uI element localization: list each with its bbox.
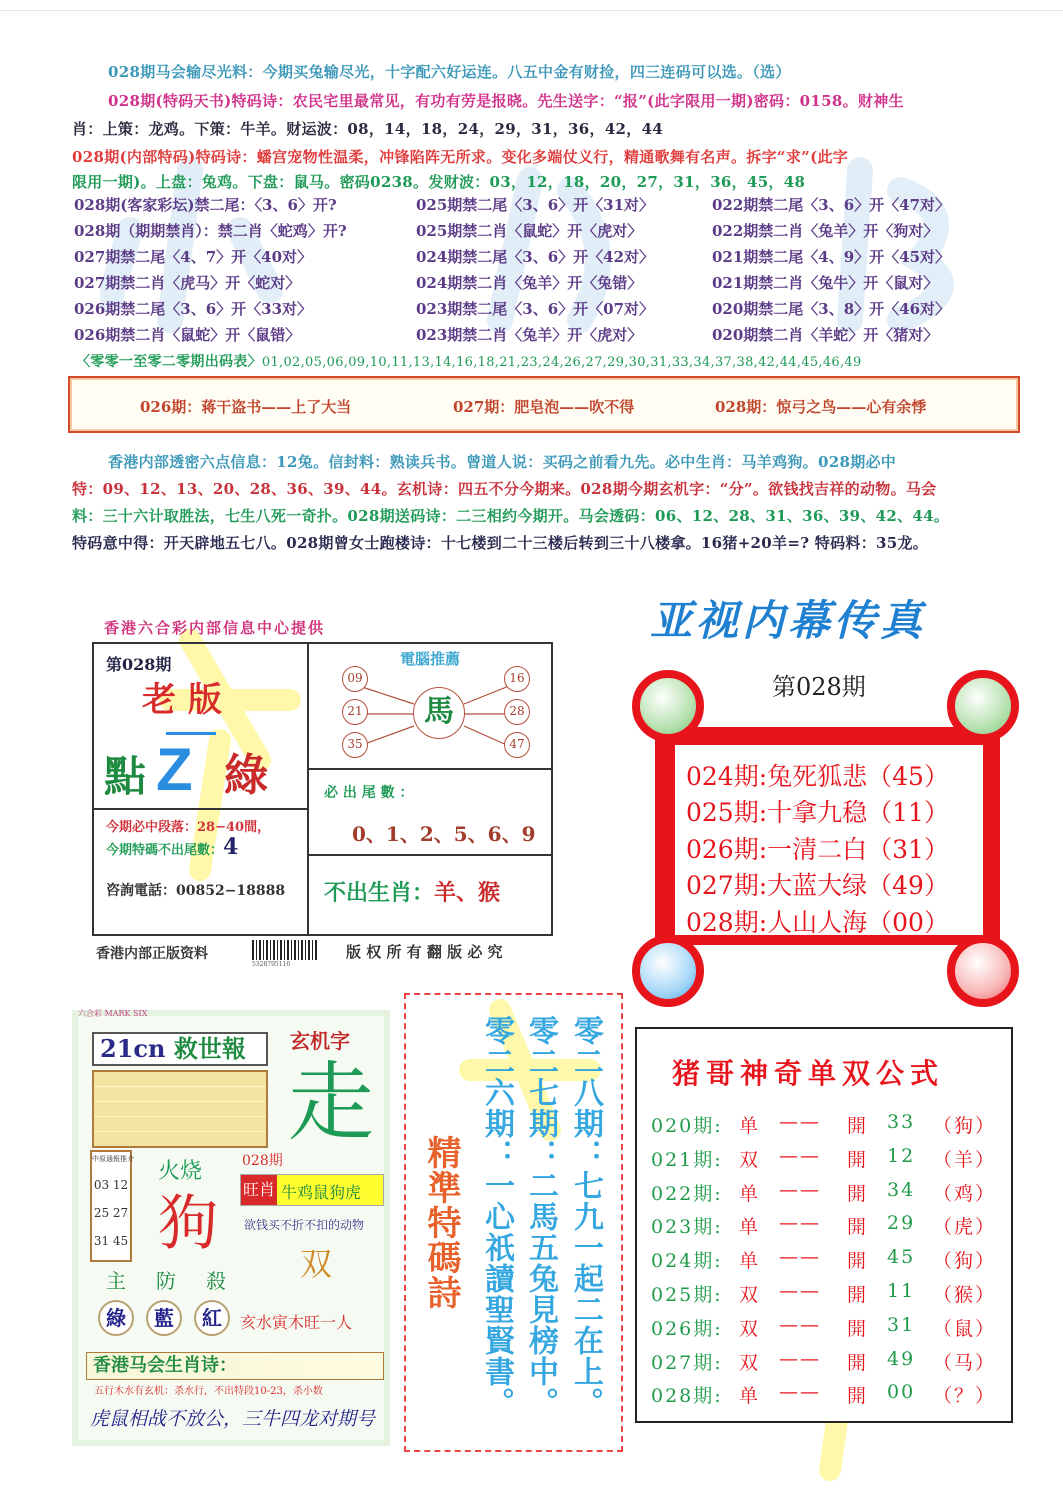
codes: 01,02,05,06,09,10,11,13,14,16,18,21,23,24,26,27,29,30,31,33,34,37,38,42,44,45,46,49 xyxy=(261,355,862,370)
no-tail-value: 4 xyxy=(223,834,239,860)
shuang-char: 双 xyxy=(300,1245,333,1283)
asia-row: 027期:大蓝大绿（49） xyxy=(686,871,949,900)
text-line: 料：三十六计取胜法，七生八死一奇扑。028期送码诗：二三相约今期开。马会透码：06、12、28、31、36、39、42、44。 xyxy=(72,507,950,525)
forbidden-grid xyxy=(74,194,1034,345)
idiom-box xyxy=(68,376,1020,433)
idiom: 026期：蒋干盗书——上了大当 xyxy=(140,398,352,416)
forbidden-item: 027期禁二肖〈虎马〉开〈蛇对〉 xyxy=(74,274,301,292)
pig-parity: 双 xyxy=(739,1148,761,1171)
pig-parity: 单 xyxy=(739,1216,761,1239)
poem-title: 香港马会生肖诗： xyxy=(86,1352,384,1380)
text-line: 特：09、12、13、20、28、36、39、44。玄机诗：四五不分今期来。028期今期玄机字：“分”。欲钱找吉祥的动物。马会 xyxy=(72,480,937,498)
forbidden-item: 024期禁二尾〈3、6〉开〈42对〉 xyxy=(416,248,655,266)
no-zodiac-value: 羊、猴 xyxy=(434,880,501,906)
sha-text: 殺 xyxy=(206,1269,226,1293)
asia-issue: 第028期 xyxy=(772,673,866,701)
forbidden-item: 021期禁二尾〈4、9〉开〈45对〉 xyxy=(712,248,951,266)
pig-number: 31 xyxy=(887,1313,916,1336)
pig-zodiac: （马） xyxy=(933,1351,997,1374)
pig-number: 49 xyxy=(887,1347,916,1370)
pig-dash: —— xyxy=(779,1313,821,1336)
left-num: 25 27 xyxy=(93,1206,129,1220)
asia-row: 026期:一清二白（31） xyxy=(686,835,949,864)
top-border xyxy=(0,10,1063,11)
number-circle: 35 xyxy=(342,732,368,758)
info-card xyxy=(92,642,553,936)
left-label: 中原通報推介 xyxy=(92,1155,134,1163)
color-green: 綠 xyxy=(98,1300,134,1336)
element-line: 亥水寅木旺一人 xyxy=(240,1313,353,1332)
pig-number: 45 xyxy=(887,1246,916,1269)
fang-text: 防 xyxy=(156,1269,176,1293)
pig-number: 11 xyxy=(887,1280,916,1302)
pig-period: 026期: xyxy=(651,1317,723,1340)
pig-dash: —— xyxy=(779,1212,821,1235)
pig-dash: —— xyxy=(779,1178,821,1201)
pig-open: 開 xyxy=(847,1216,869,1239)
number-circle: 09 xyxy=(342,666,368,692)
phone-text: 咨詢電話：00852−18888 xyxy=(106,883,286,899)
tail-values: 0、1、2、5、6、9 xyxy=(352,822,536,846)
divider xyxy=(307,854,551,856)
forbidden-item: 024期禁二肖〈兔羊〉开〈兔错〉 xyxy=(416,274,643,292)
paper-issue: 028期 xyxy=(242,1153,283,1169)
forbidden-item: 028期（期期禁肖）：禁二肖〈蛇鸡〉开? xyxy=(74,222,347,240)
codes-title: 〈零零一至零二零期出码表〉 xyxy=(76,354,262,370)
zhu-text: 主 xyxy=(106,1269,126,1293)
color-red: 紅 xyxy=(194,1300,230,1336)
text-line: 028期(内部特码)特码诗：蟠宫宠物性温柔，冲锋陷阵无所求。变化多端仗义行，精通歌舞有名声。拆字“求”(此字 xyxy=(72,148,849,166)
pig-parity: 单 xyxy=(739,1250,761,1273)
pig-dash: —— xyxy=(779,1111,821,1133)
pig-number: 00 xyxy=(887,1381,916,1404)
lv-text: 綠 xyxy=(224,750,268,801)
pig-number: 34 xyxy=(887,1178,916,1201)
pig-zodiac: （？） xyxy=(933,1385,997,1408)
text-line: 香港内部透密六点信息：12兔。信封料：熟读兵书。曾道人说：买码之前看九先。必中生肖：马羊鸡狗。028期必中 xyxy=(108,453,897,471)
blue-ball-icon xyxy=(632,935,704,1007)
forbidden-item: 023期禁二肖〈兔羊〉开〈虎对〉 xyxy=(416,326,643,344)
pig-number: 33 xyxy=(887,1111,916,1133)
green-ball-icon xyxy=(632,670,704,742)
pig-parity: 单 xyxy=(739,1115,761,1137)
pig-period: 020期: xyxy=(651,1115,723,1137)
dog-char: 狗 xyxy=(158,1189,218,1259)
forbidden-item: 023期禁二尾〈3、6〉开〈07对〉 xyxy=(416,300,655,318)
text-line: 028期(特码天书)特码诗：农民宅里最常见，有功有劳是报晓。先生送字：“报”(此字限用一期)密码：0158。财神生 xyxy=(108,92,904,110)
number-circle: 16 xyxy=(504,666,530,692)
wang-value: 牛鸡鼠狗虎 xyxy=(281,1183,362,1202)
card-footer-right: 版 权 所 有 翻 版 必 究 xyxy=(346,943,503,961)
idiom: 027期：肥皂泡——吹不得 xyxy=(453,398,635,416)
no-zodiac-line xyxy=(324,876,500,907)
paper-masthead xyxy=(92,1032,268,1066)
forbidden-item: 025期禁二尾〈3、6〉开〈31对〉 xyxy=(416,196,655,214)
vpoem-line: 零二八期：七九一起二在上。 xyxy=(568,1015,603,1418)
no-tail-label: 今期特碼不出尾數： xyxy=(106,843,224,858)
text-line: 肖：上策：龙鸡。下策：牛羊。财运波：08，14，18，24，29，31，36，42，44 xyxy=(72,120,664,138)
asia-row: 025期:十拿九稳（11） xyxy=(686,798,949,827)
pc-title: 電腦推薦 xyxy=(400,650,461,668)
text-line: 028期马会输尽光料：今期买兔输尽光，十字配六好运连。八五中金有财捡，四三连码可以选。（选） xyxy=(108,63,791,81)
pig-parity: 双 xyxy=(739,1284,761,1306)
pig-dash: —— xyxy=(779,1246,821,1269)
number-circle: 28 xyxy=(504,699,530,725)
divider xyxy=(94,808,307,810)
pig-parity: 单 xyxy=(739,1385,761,1408)
pig-open: 開 xyxy=(847,1182,869,1205)
tail-label: 必 出 尾 數 ： xyxy=(324,785,414,801)
left-numbers xyxy=(90,1150,132,1262)
asia-title: 亚视内幕传真 xyxy=(650,596,927,645)
divider xyxy=(307,768,551,770)
issue-label: 第028期 xyxy=(106,655,172,674)
forbidden-item: 021期禁二肖〈兔牛〉开〈鼠对〉 xyxy=(712,274,939,292)
border-text: 六合彩 MARK SIX xyxy=(78,1009,148,1018)
pig-period: 023期: xyxy=(651,1216,723,1239)
vpoem-line: 零二七期：二馬五兔見榜中。 xyxy=(523,1015,558,1418)
mini-table xyxy=(92,1070,268,1148)
number-circle: 47 xyxy=(504,732,530,758)
pig-parity: 双 xyxy=(739,1351,761,1374)
pig-dash: —— xyxy=(779,1144,821,1167)
wang-box xyxy=(240,1174,384,1206)
asia-row: 024期:兔死狐悲（45） xyxy=(686,762,949,791)
pig-dash: —— xyxy=(779,1347,821,1370)
forbidden-item: 025期禁二肖〈鼠蛇〉开〈虎对〉 xyxy=(416,222,643,240)
forbidden-item: 020期禁二尾〈3、8〉开〈46对〉 xyxy=(712,300,951,318)
pig-parity: 单 xyxy=(739,1182,761,1205)
fire-text: 火烧 xyxy=(158,1159,203,1184)
barcode xyxy=(252,940,318,960)
asia-row: 028期:人山人海（00） xyxy=(686,908,949,937)
pig-zodiac: （鼠） xyxy=(933,1317,997,1340)
number-circle: 21 xyxy=(342,699,368,725)
forbidden-item: 026期禁二尾〈3、6〉开〈33对〉 xyxy=(74,300,313,318)
forbidden-item: 026期禁二肖〈鼠蛇〉开〈鼠错〉 xyxy=(74,326,301,344)
left-num: 31 45 xyxy=(93,1234,129,1248)
pig-title: 猪哥神奇单双公式 xyxy=(672,1057,945,1090)
pig-period: 025期: xyxy=(651,1284,723,1306)
forbidden-item: 027期禁二尾〈4、7〉开〈40对〉 xyxy=(74,248,313,266)
pig-zodiac: （羊） xyxy=(933,1148,997,1171)
forbidden-item: 022期禁二肖〈兔羊〉开〈狗对〉 xyxy=(712,222,939,240)
pig-period: 028期: xyxy=(651,1385,723,1408)
wang-label: 旺肖 xyxy=(241,1175,277,1205)
pig-number: 12 xyxy=(887,1144,916,1167)
pig-zodiac: （鸡） xyxy=(933,1182,997,1205)
pig-open: 開 xyxy=(847,1385,869,1408)
forbidden-item: 022期禁二尾〈3、6〉开〈47对〉 xyxy=(712,196,951,214)
pig-open: 開 xyxy=(847,1250,869,1273)
hint-text: 欲钱买不折不扣的动物 xyxy=(244,1218,365,1232)
masthead-name: 救世報 xyxy=(173,1034,246,1063)
dian-text: 點 xyxy=(104,752,147,801)
pig-open: 開 xyxy=(847,1284,869,1306)
pig-zodiac: （猴） xyxy=(933,1284,997,1306)
laoban-text: 老 版 xyxy=(142,680,222,720)
pig-period: 027期: xyxy=(651,1351,723,1374)
pig-parity: 双 xyxy=(739,1317,761,1340)
xuanji-label: 玄机字 xyxy=(290,1029,350,1053)
pig-dash: —— xyxy=(779,1381,821,1404)
left-num: 03 12 xyxy=(93,1178,129,1192)
pig-zodiac: （虎） xyxy=(933,1216,997,1239)
card-footer-left: 香港内部正版资料 xyxy=(96,946,208,962)
pig-zodiac: （狗） xyxy=(933,1115,997,1137)
pig-dash: —— xyxy=(779,1280,821,1302)
idiom: 028期：惊弓之鸟——心有余悸 xyxy=(715,398,927,416)
text-line: 限用一期)。上盘：兔鸡。下盘：鼠马。密码0238。发财波：03，12，18，20，27，31，36，45，48 xyxy=(72,173,806,191)
pig-period: 021期: xyxy=(651,1148,723,1171)
forbidden-item: 020期禁二肖〈羊蛇〉开〈猪对〉 xyxy=(712,326,939,344)
pig-open: 開 xyxy=(847,1317,869,1340)
poem-line: 虎鼠相战不放公，三牛四龙对期号 xyxy=(90,1408,376,1430)
forbidden-item: 028期(客家彩坛)禁二尾：〈3、6〉开? xyxy=(74,196,337,214)
z-letter: Z xyxy=(156,736,193,803)
center-horse: 馬 xyxy=(413,687,465,739)
green-ball-icon xyxy=(947,670,1019,742)
pig-open: 開 xyxy=(847,1115,869,1137)
no-tail-line xyxy=(106,834,238,860)
card-header: 香港六合彩内部信息中心提供 xyxy=(104,619,326,637)
pig-period: 022期: xyxy=(651,1182,723,1205)
pig-zodiac: （狗） xyxy=(933,1250,997,1273)
red-ball-icon xyxy=(947,935,1019,1007)
pig-period: 024期: xyxy=(651,1250,723,1273)
pig-number: 29 xyxy=(887,1212,916,1235)
no-zodiac-label: 不出生肖： xyxy=(324,880,435,906)
dash-mark xyxy=(166,732,216,735)
pig-open: 開 xyxy=(847,1148,869,1171)
newspaper xyxy=(72,1010,390,1446)
color-blue: 藍 xyxy=(146,1300,182,1336)
pig-open: 開 xyxy=(847,1351,869,1374)
segment-text: 今期必中段落：28−40間， xyxy=(106,820,271,835)
masthead-prefix: 21cn xyxy=(100,1034,166,1063)
poem-line: 五行木水有玄机：杀水行，不出特段10-23，杀小数 xyxy=(94,1386,323,1397)
text-line: 特码意中得：开天辟地五七八。028期曾女士跑楼诗：十七楼到二十三楼后转到三十八楼拿。16猪+20羊=? 特码料：35龙。 xyxy=(72,534,929,552)
barcode-number: 5328795116 xyxy=(252,961,291,968)
vpoem-title: 精準特碼詩 xyxy=(421,1135,461,1310)
codes-line xyxy=(76,351,862,371)
vpoem-line: 零二六期：一心祇讀聖賢書。 xyxy=(479,1015,514,1418)
xuanji-char: 走 xyxy=(288,1053,374,1153)
